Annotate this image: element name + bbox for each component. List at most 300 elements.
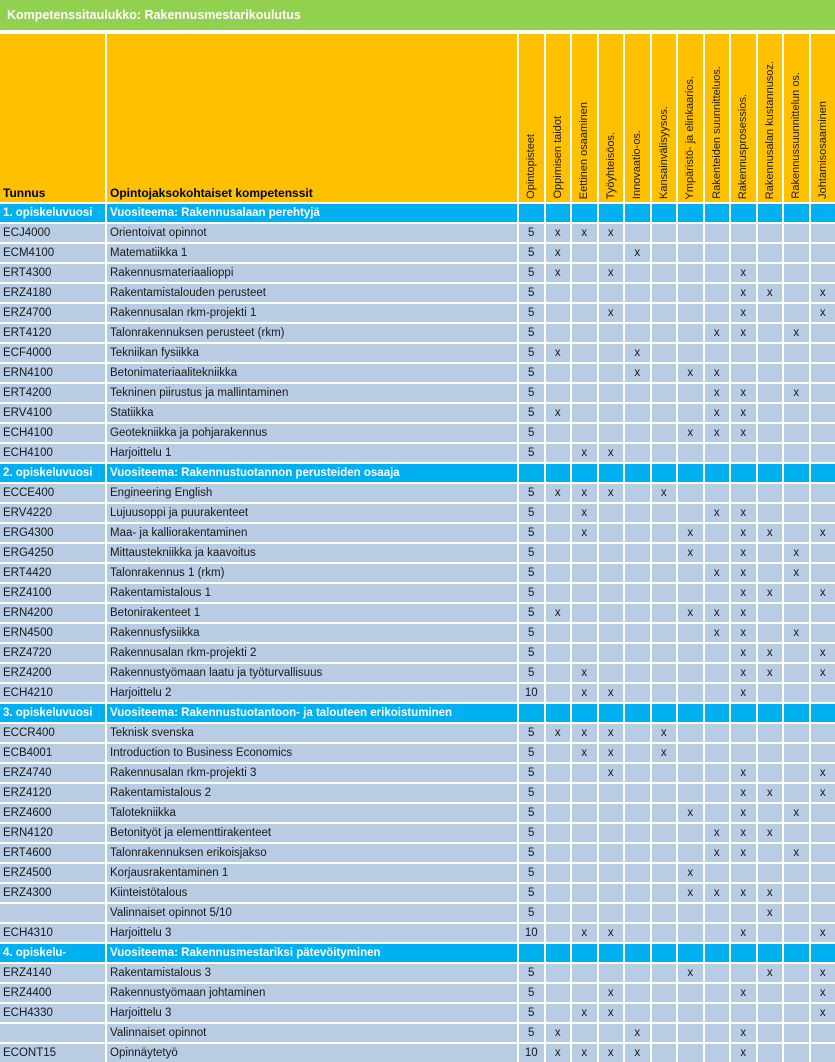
competence-mark-cell: x (546, 264, 571, 282)
competence-mark-cell (625, 224, 650, 242)
competence-mark-cell (599, 324, 624, 342)
competence-mark-cell: x (546, 344, 571, 362)
column-header-competence-5 (652, 34, 677, 202)
competence-mark-cell (705, 804, 730, 822)
competence-mark-cell (811, 444, 835, 462)
section-empty-cell (731, 204, 756, 222)
competence-mark-cell (705, 784, 730, 802)
competence-mark-cell (625, 1004, 650, 1022)
competence-mark-cell (546, 544, 571, 562)
competence-mark-cell (731, 244, 756, 262)
competence-mark-cell: x (784, 844, 809, 862)
competence-mark-cell: x (758, 884, 783, 902)
competence-mark-cell (599, 364, 624, 382)
credits-cell: 5 (519, 1024, 544, 1042)
competence-mark-cell (811, 424, 835, 442)
section-empty-cell (546, 704, 571, 722)
competence-mark-cell: x (731, 624, 756, 642)
competence-mark-cell (705, 444, 730, 462)
section-empty-cell (519, 204, 544, 222)
competence-mark-cell (546, 304, 571, 322)
course-name-cell: Valinnaiset opinnot (107, 1024, 517, 1042)
competence-mark-cell (652, 504, 677, 522)
course-name-cell: Harjoittelu 3 (107, 924, 517, 942)
section-empty-cell (625, 464, 650, 482)
competence-mark-cell (784, 244, 809, 262)
competence-mark-cell: x (758, 904, 783, 922)
competence-mark-cell (811, 244, 835, 262)
competence-mark-cell (678, 984, 703, 1002)
competence-mark-cell (599, 784, 624, 802)
competence-mark-cell (652, 684, 677, 702)
competence-mark-cell (811, 1044, 835, 1062)
section-empty-cell (519, 704, 544, 722)
competence-mark-cell (546, 824, 571, 842)
competence-mark-cell: x (599, 1004, 624, 1022)
competence-mark-cell (572, 904, 597, 922)
competence-mark-cell (572, 624, 597, 642)
competence-mark-cell (811, 684, 835, 702)
section-empty-cell (784, 704, 809, 722)
competence-mark-cell (731, 1004, 756, 1022)
competence-mark-cell (625, 664, 650, 682)
course-name-cell: Introduction to Business Economics (107, 744, 517, 762)
competence-mark-cell (652, 664, 677, 682)
competence-mark-cell: x (572, 224, 597, 242)
competence-mark-cell: x (731, 504, 756, 522)
competence-mark-cell (758, 744, 783, 762)
course-name-cell: Betonirakenteet 1 (107, 604, 517, 622)
course-name-cell: Rakentamistalouden perusteet (107, 284, 517, 302)
competence-mark-cell: x (546, 224, 571, 242)
competence-mark-cell (625, 384, 650, 402)
course-code-cell: ERN4200 (0, 604, 105, 622)
competence-mark-cell: x (811, 984, 835, 1002)
competence-mark-cell (625, 524, 650, 542)
competence-mark-cell (572, 324, 597, 342)
competence-mark-cell (784, 424, 809, 442)
credits-cell: 5 (519, 1004, 544, 1022)
competence-mark-cell (652, 224, 677, 242)
competence-mark-cell: x (731, 824, 756, 842)
competence-mark-cell: x (784, 564, 809, 582)
competence-mark-cell (731, 964, 756, 982)
course-name-cell: Rakennusfysiikka (107, 624, 517, 642)
section-empty-cell (652, 464, 677, 482)
competence-mark-cell: x (705, 324, 730, 342)
competence-mark-cell: x (678, 424, 703, 442)
competence-mark-cell (572, 384, 597, 402)
competence-mark-cell (546, 504, 571, 522)
competence-mark-cell: x (599, 1044, 624, 1062)
competence-mark-cell (572, 964, 597, 982)
competence-mark-cell (784, 604, 809, 622)
competence-mark-cell (758, 604, 783, 622)
competence-mark-cell (784, 524, 809, 542)
competence-mark-cell: x (546, 724, 571, 742)
course-name-cell: Rakentamistalous 1 (107, 584, 517, 602)
competence-mark-cell (758, 624, 783, 642)
competence-mark-cell (572, 344, 597, 362)
course-name-cell: Kiinteistötalous (107, 884, 517, 902)
competence-mark-cell (705, 284, 730, 302)
competence-mark-cell (784, 724, 809, 742)
competence-mark-cell: x (546, 604, 571, 622)
competence-mark-cell (572, 804, 597, 822)
competence-mark-cell (758, 1044, 783, 1062)
section-theme-label: Vuositeema: Rakennusmestariksi pätevöityminen (107, 944, 517, 962)
competence-mark-cell: x (731, 1024, 756, 1042)
competence-mark-cell (546, 784, 571, 802)
competence-mark-cell (705, 644, 730, 662)
competence-mark-cell (811, 404, 835, 422)
competence-mark-cell (572, 764, 597, 782)
competence-mark-cell: x (705, 504, 730, 522)
competence-mark-cell (572, 544, 597, 562)
section-empty-cell (758, 204, 783, 222)
course-name-cell: Orientoivat opinnot (107, 224, 517, 242)
competence-mark-cell (625, 784, 650, 802)
course-code-cell: ERZ4700 (0, 304, 105, 322)
competence-mark-cell: x (758, 284, 783, 302)
competence-mark-cell (546, 564, 571, 582)
course-name-cell: Tekniikan fysiikka (107, 344, 517, 362)
competence-mark-cell: x (731, 684, 756, 702)
competence-mark-cell: x (731, 544, 756, 562)
competence-mark-cell: x (731, 1044, 756, 1062)
competence-mark-cell (705, 244, 730, 262)
competence-mark-cell (652, 1044, 677, 1062)
competence-mark-cell (678, 304, 703, 322)
competence-mark-cell (599, 844, 624, 862)
section-empty-cell (572, 204, 597, 222)
competence-mark-cell (546, 424, 571, 442)
competence-mark-cell (811, 224, 835, 242)
column-header-competence-1-label: Oppimisen taidot (552, 116, 564, 199)
section-year-label: 3. opiskeluvuosi (0, 704, 105, 722)
competence-mark-cell: x (572, 924, 597, 942)
section-empty-cell (705, 944, 730, 962)
competence-mark-cell (731, 364, 756, 382)
competence-mark-cell (811, 864, 835, 882)
competence-mark-cell (599, 964, 624, 982)
competence-mark-cell (652, 544, 677, 562)
column-header-competence-10 (784, 34, 809, 202)
credits-cell: 5 (519, 824, 544, 842)
course-code-cell: ECCR400 (0, 724, 105, 742)
competence-mark-cell: x (652, 724, 677, 742)
competence-mark-cell (705, 984, 730, 1002)
competence-mark-cell (678, 684, 703, 702)
competence-mark-cell (546, 684, 571, 702)
course-name-cell: Lujuusoppi ja puurakenteet (107, 504, 517, 522)
competence-mark-cell (546, 444, 571, 462)
competence-mark-cell (652, 624, 677, 642)
competence-mark-cell (625, 644, 650, 662)
course-code-cell: ECH4330 (0, 1004, 105, 1022)
credits-cell: 10 (519, 1044, 544, 1062)
credits-cell: 5 (519, 524, 544, 542)
competence-mark-cell (758, 244, 783, 262)
section-empty-cell (519, 464, 544, 482)
competence-mark-cell (705, 304, 730, 322)
competence-mark-cell: x (572, 444, 597, 462)
course-code-cell: ERV4100 (0, 404, 105, 422)
competence-mark-cell (572, 784, 597, 802)
section-empty-cell (705, 704, 730, 722)
course-code-cell: ERZ4400 (0, 984, 105, 1002)
competence-mark-cell (652, 344, 677, 362)
section-theme-label: Vuositeema: Rakennusalaan perehtyjä (107, 204, 517, 222)
competence-mark-cell (652, 1024, 677, 1042)
competence-mark-cell: x (572, 504, 597, 522)
competence-mark-cell (784, 884, 809, 902)
section-empty-cell (784, 204, 809, 222)
competence-mark-cell (811, 564, 835, 582)
section-empty-cell (519, 944, 544, 962)
section-empty-cell (625, 704, 650, 722)
competence-mark-cell (784, 304, 809, 322)
competence-mark-cell: x (731, 644, 756, 662)
section-empty-cell (811, 204, 835, 222)
course-name-cell: Harjoittelu 2 (107, 684, 517, 702)
competence-mark-cell (784, 744, 809, 762)
competence-mark-cell (625, 904, 650, 922)
column-header-credits (519, 34, 544, 202)
competence-mark-cell (546, 904, 571, 922)
competence-mark-cell (678, 1004, 703, 1022)
competence-mark-cell (572, 264, 597, 282)
section-empty-cell (625, 944, 650, 962)
competence-mark-cell (599, 544, 624, 562)
competence-mark-cell (652, 924, 677, 942)
competence-mark-cell (546, 624, 571, 642)
competence-mark-cell (784, 344, 809, 362)
competence-mark-cell: x (811, 284, 835, 302)
competence-mark-cell: x (705, 384, 730, 402)
section-empty-cell (625, 204, 650, 222)
section-year-label: 1. opiskeluvuosi (0, 204, 105, 222)
competence-mark-cell (705, 664, 730, 682)
credits-cell: 5 (519, 484, 544, 502)
course-code-cell: ERN4100 (0, 364, 105, 382)
competence-mark-cell (758, 344, 783, 362)
competence-mark-cell (784, 984, 809, 1002)
course-name-cell: Teknisk svenska (107, 724, 517, 742)
competence-mark-cell: x (705, 364, 730, 382)
section-theme-label: Vuositeema: Rakennustuotantoon- ja talouteen erikoistuminen (107, 704, 517, 722)
competence-mark-cell: x (572, 1044, 597, 1062)
competence-mark-cell (625, 264, 650, 282)
section-empty-cell (784, 464, 809, 482)
competence-mark-cell (572, 864, 597, 882)
competence-mark-cell (678, 584, 703, 602)
competence-mark-cell: x (784, 384, 809, 402)
competence-mark-cell (599, 384, 624, 402)
competence-mark-cell (784, 364, 809, 382)
competence-mark-cell (546, 284, 571, 302)
competence-mark-cell: x (731, 844, 756, 862)
competence-mark-cell (546, 664, 571, 682)
competence-mark-cell (811, 604, 835, 622)
competence-mark-cell (652, 844, 677, 862)
competence-mark-cell: x (731, 924, 756, 942)
competence-mark-cell (652, 444, 677, 462)
credits-cell: 10 (519, 924, 544, 942)
column-header-competence-7 (705, 34, 730, 202)
competence-mark-cell: x (652, 484, 677, 502)
competence-mark-cell (758, 364, 783, 382)
course-code-cell: ERZ4180 (0, 284, 105, 302)
competence-mark-cell (599, 664, 624, 682)
competence-mark-cell (758, 764, 783, 782)
competence-mark-cell (652, 264, 677, 282)
competence-mark-cell: x (731, 584, 756, 602)
course-code-cell: ERZ4100 (0, 584, 105, 602)
course-name-cell: Talonrakennus 1 (rkm) (107, 564, 517, 582)
competence-mark-cell (758, 684, 783, 702)
column-header-competence-6 (678, 34, 703, 202)
section-empty-cell (546, 944, 571, 962)
competence-mark-cell (731, 484, 756, 502)
credits-cell: 5 (519, 344, 544, 362)
competence-mark-cell (705, 344, 730, 362)
course-name-cell: Talonrakennuksen erikoisjakso (107, 844, 517, 862)
section-empty-cell (678, 204, 703, 222)
credits-cell: 5 (519, 884, 544, 902)
competence-mark-cell (546, 844, 571, 862)
competence-mark-cell: x (652, 744, 677, 762)
competence-mark-cell (652, 764, 677, 782)
competence-mark-cell (625, 504, 650, 522)
competence-mark-cell (811, 904, 835, 922)
competence-mark-cell (546, 324, 571, 342)
competence-mark-cell (811, 844, 835, 862)
competence-mark-cell (599, 804, 624, 822)
course-name-cell: Harjoittelu 1 (107, 444, 517, 462)
section-empty-cell (572, 704, 597, 722)
competence-mark-cell (625, 764, 650, 782)
credits-cell: 5 (519, 864, 544, 882)
course-name-cell: Opinnäytetyö (107, 1044, 517, 1062)
competence-mark-cell: x (546, 484, 571, 502)
course-code-cell: ERT4300 (0, 264, 105, 282)
competence-mark-cell (599, 904, 624, 922)
competence-mark-cell (546, 924, 571, 942)
competence-mark-cell (784, 864, 809, 882)
credits-cell: 5 (519, 584, 544, 602)
credits-cell: 5 (519, 384, 544, 402)
competence-mark-cell: x (811, 784, 835, 802)
course-name-cell: Rakennustyömaan johtaminen (107, 984, 517, 1002)
competence-mark-cell (784, 684, 809, 702)
competence-mark-cell: x (705, 404, 730, 422)
competence-mark-cell (625, 844, 650, 862)
course-name-cell: Rakennustyömaan laatu ja työturvallisuus (107, 664, 517, 682)
competence-mark-cell (705, 584, 730, 602)
competence-mark-cell (705, 524, 730, 542)
course-code-cell: ECH4210 (0, 684, 105, 702)
credits-cell: 5 (519, 764, 544, 782)
competence-mark-cell (678, 664, 703, 682)
competence-mark-cell: x (705, 424, 730, 442)
competence-mark-cell (625, 824, 650, 842)
credits-cell: 5 (519, 964, 544, 982)
credits-cell: 5 (519, 784, 544, 802)
competence-mark-cell (625, 724, 650, 742)
competence-mark-cell: x (625, 344, 650, 362)
competence-mark-cell (758, 304, 783, 322)
competence-mark-cell: x (758, 524, 783, 542)
competence-mark-cell (705, 924, 730, 942)
section-empty-cell (572, 464, 597, 482)
section-empty-cell (758, 464, 783, 482)
competence-mark-cell (599, 604, 624, 622)
competence-mark-cell (758, 1024, 783, 1042)
course-name-cell: Valinnaiset opinnot 5/10 (107, 904, 517, 922)
column-header-competence-9 (758, 34, 783, 202)
competence-mark-cell: x (811, 304, 835, 322)
competence-mark-cell (678, 904, 703, 922)
competence-mark-cell (599, 564, 624, 582)
competence-mark-cell: x (811, 764, 835, 782)
competence-mark-cell: x (758, 784, 783, 802)
column-header-competence-7-label: Rakenteiden suunnitteluos. (711, 66, 723, 199)
competence-mark-cell: x (731, 984, 756, 1002)
competence-mark-cell (678, 824, 703, 842)
competence-mark-cell (705, 904, 730, 922)
competence-mark-cell (572, 844, 597, 862)
column-header-competence-2 (572, 34, 597, 202)
competence-mark-cell: x (731, 664, 756, 682)
competence-mark-cell (784, 964, 809, 982)
competence-mark-cell (652, 384, 677, 402)
competence-mark-cell: x (546, 404, 571, 422)
competence-mark-cell (652, 904, 677, 922)
competence-mark-cell (811, 1024, 835, 1042)
competence-mark-cell (811, 384, 835, 402)
competence-mark-cell (758, 404, 783, 422)
credits-cell: 5 (519, 284, 544, 302)
competence-mark-cell (546, 964, 571, 982)
course-code-cell: ERN4120 (0, 824, 105, 842)
credits-cell: 5 (519, 564, 544, 582)
credits-cell: 5 (519, 624, 544, 642)
competence-mark-cell (678, 484, 703, 502)
competence-mark-cell (758, 424, 783, 442)
competence-mark-cell (625, 884, 650, 902)
competence-mark-cell (758, 724, 783, 742)
competence-mark-cell (758, 324, 783, 342)
section-empty-cell (811, 944, 835, 962)
column-header-competence-8 (731, 34, 756, 202)
competence-mark-cell: x (811, 1004, 835, 1022)
competence-mark-cell: x (731, 424, 756, 442)
competence-mark-cell (625, 624, 650, 642)
competence-mark-cell (678, 924, 703, 942)
competence-mark-cell (599, 404, 624, 422)
competence-mark-cell (784, 1044, 809, 1062)
section-empty-cell (731, 704, 756, 722)
competence-mark-cell (572, 984, 597, 1002)
competence-mark-cell (652, 364, 677, 382)
column-header-competence-8-label: Rakennusprosessios. (737, 94, 749, 199)
section-empty-cell (731, 944, 756, 962)
competence-mark-cell (811, 724, 835, 742)
competence-mark-cell (678, 1044, 703, 1062)
column-header-competence-3-label: Työyhteisöos. (605, 132, 617, 199)
course-name-cell: Korjausrakentaminen 1 (107, 864, 517, 882)
